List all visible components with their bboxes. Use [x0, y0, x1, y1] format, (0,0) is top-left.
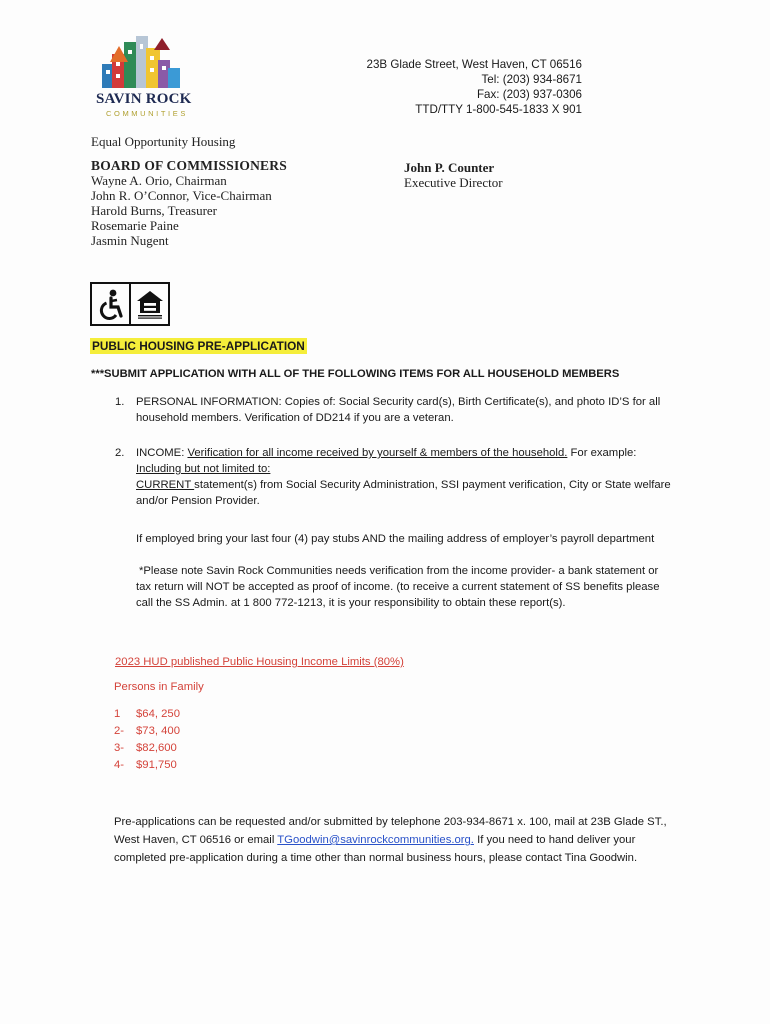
list-item: 4- $91,750 — [114, 759, 177, 771]
board-member: Harold Burns, Treasurer — [91, 203, 218, 218]
note-line: *Please note Savin Rock Communities needs verification from the income provider- a bank statement or — [139, 565, 659, 577]
board-member: John R. O’Connor, Vice-Chairman — [91, 188, 272, 203]
item-underlined: Verification for all income received by yourself & members of the household. — [187, 447, 568, 459]
closing-line: If you need to hand deliver your — [473, 834, 636, 846]
list-item: 3- $82,600 — [114, 742, 177, 754]
item-tail: For example: — [567, 447, 637, 459]
board-of-commissioners — [91, 158, 287, 248]
org-name: SAVIN ROCK — [96, 91, 192, 107]
director-title: Executive Director — [404, 175, 503, 190]
submit-instructions: ***SUBMIT APPLICATION WITH ALL OF THE FOLLOWING ITEMS FOR ALL HOUSEHOLD MEMBERS — [91, 368, 620, 380]
list-item: 1 $64, 250 — [114, 708, 180, 720]
item-income — [136, 445, 696, 509]
board-member: Wayne A. Orio, Chairman — [91, 173, 227, 188]
tel-line: Tel: (203) 934-8671 — [481, 73, 582, 86]
executive-director — [404, 160, 503, 190]
board-heading: BOARD OF COMMISSIONERS — [91, 158, 287, 173]
item-lead: INCOME: — [136, 447, 188, 459]
compliance-icons — [90, 282, 170, 326]
item-number: 1. — [115, 396, 125, 408]
note-line: call the SS Admin. at 1 800 772-1213, it is your responsibility to obtain these report(s). — [136, 597, 566, 609]
closing-paragraph — [114, 813, 714, 867]
form-title: PUBLIC HOUSING PRE-APPLICATION — [92, 339, 305, 353]
board-member: Jasmin Nugent — [91, 233, 169, 248]
note-line: tax return will NOT be accepted as proof of income. (to receive a current statement of SS benefits please — [136, 581, 660, 593]
list-item: 2- $73, 400 — [114, 725, 180, 737]
current-label: CURRENT — [136, 479, 195, 491]
address-line: 23B Glade Street, West Haven, CT 06516 — [366, 58, 582, 71]
item-text: and/or Pension Provider. — [136, 495, 260, 507]
equal-housing-icon — [129, 284, 168, 324]
item-text: Including but not limited to: — [136, 463, 271, 475]
closing-line: Pre-applications can be requested and/or submitted by telephone 203-934-8671 x. 100, mail at 23B Glade ST., — [114, 816, 667, 828]
item-personal-information — [136, 394, 696, 426]
closing-line: West Haven, CT 06516 or email — [114, 834, 278, 846]
item-text: PERSONAL INFORMATION: Copies of: Social Security card(s), Birth Certificate(s), and photo ID’S for all — [136, 396, 661, 408]
equal-opportunity-text: Equal Opportunity Housing — [91, 134, 236, 149]
tty-line: TTD/TTY 1-800-545-1833 X 901 — [415, 103, 582, 116]
income-limits-list — [114, 706, 180, 774]
item-number: 2. — [115, 447, 125, 459]
accessibility-icon — [92, 284, 129, 324]
fax-line: Fax: (203) 937-0306 — [476, 88, 582, 101]
item-text: statement(s) from Social Security Administration, SSI payment verification, City or State welfare — [194, 479, 671, 491]
director-name: John P. Counter — [404, 160, 495, 175]
board-member: Rosemarie Paine — [91, 218, 179, 233]
employed-text: If employed bring your last four (4) pay stubs AND the mailing address of employer’s payroll department — [136, 533, 655, 545]
income-note — [136, 563, 716, 611]
persons-in-family-label: Persons in Family — [114, 681, 204, 693]
closing-line: completed pre-application during a time other than normal business hours, please contact Tina Goodwin. — [114, 852, 638, 864]
email-link[interactable]: TGoodwin@savinrockcommunities.org. — [277, 834, 474, 846]
org-subtitle: COMMUNITIES — [106, 109, 188, 118]
income-limits-heading: 2023 HUD published Public Housing Income Limits (80%) — [115, 656, 404, 668]
item-text: household members. Verification of DD214 if you are a veteran. — [136, 412, 454, 424]
address-block — [367, 57, 582, 117]
